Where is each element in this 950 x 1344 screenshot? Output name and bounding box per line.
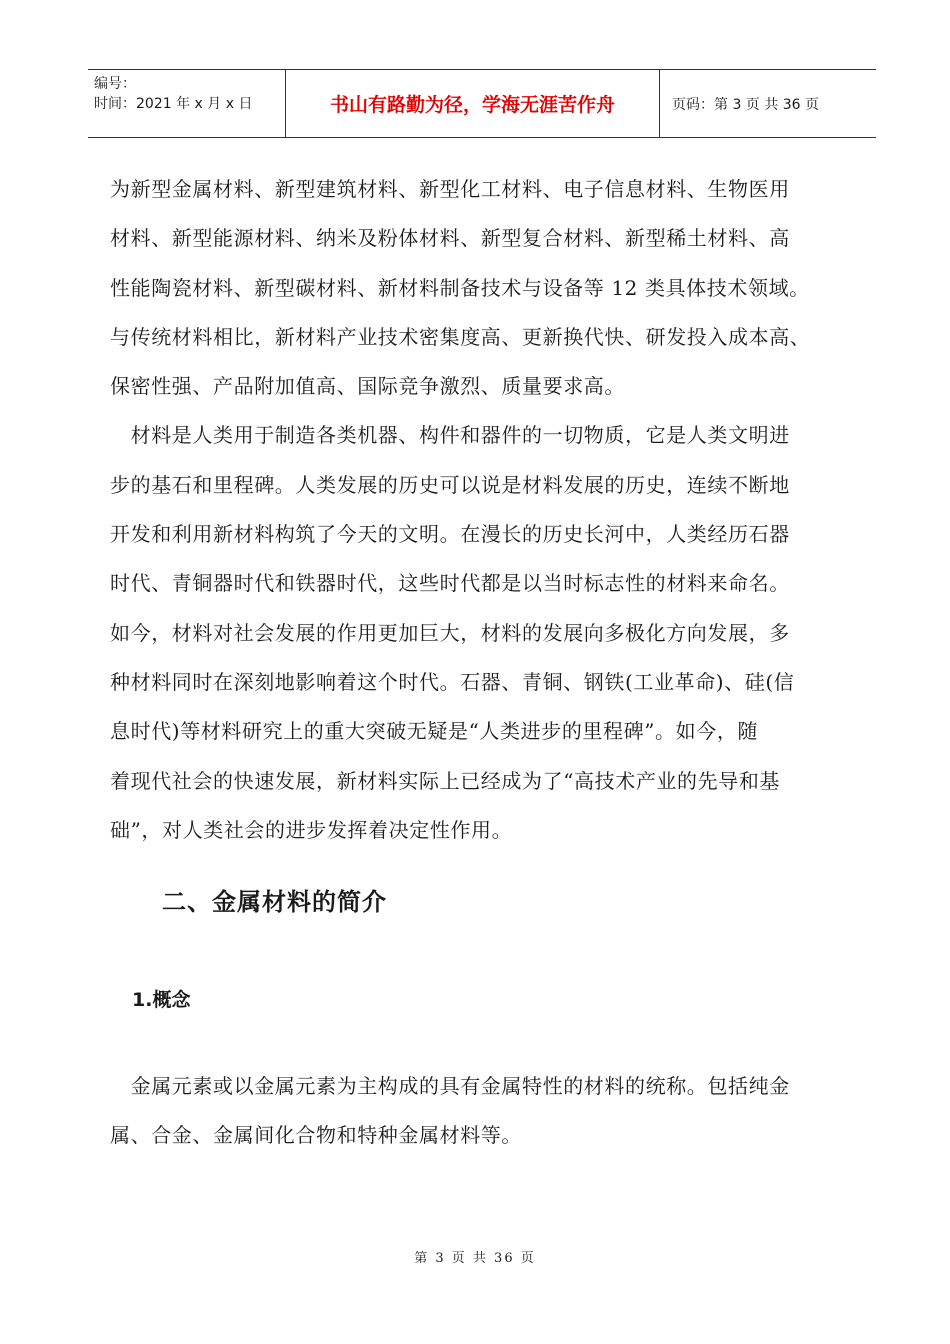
text-line: 步的基石和里程碑。人类发展的历史可以说是材料发展的历史，连续不断地 (110, 472, 790, 497)
text-line: 着现代社会的快速发展，新材料实际上已经成为了“高技术产业的先导和基 (110, 768, 781, 793)
text-line: 如今，材料对社会发展的作用更加巨大，材料的发展向多极化方向发展，多 (110, 620, 790, 645)
text-line: 为新型金属材料、新型建筑材料、新型化工材料、电子信息材料、生物医用 (110, 177, 790, 201)
subsection-heading: 1.概念 (132, 989, 191, 1011)
header-page-info: 页码：第 3 页 共 36 页 (672, 96, 819, 113)
header-time-label: 时间：2021 年 x 月 x 日 (94, 96, 253, 112)
header-number-label: 编号： (94, 76, 136, 92)
text-line: 种材料同时在深刻地影响着这个时代。石器、青铜、钢铁(工业革命)、硅(信 (110, 669, 795, 694)
text-line: 性能陶瓷材料、新型碳材料、新材料制备技术与设备等 12 类具体技术领域。 (110, 275, 810, 300)
text-line: 开发和利用新材料构筑了今天的文明。在漫长的历史长河中，人类经历石器 (110, 522, 790, 547)
text-line: 属、合金、金属间化合物和特种金属材料等。 (110, 1123, 522, 1148)
body-paragraphs (110, 165, 865, 855)
text-line: 金属元素或以金属元素为主构成的具有金属特性的材料的统称。包括纯金 (110, 1074, 790, 1098)
concept-paragraph (110, 1062, 865, 1161)
page-footer: 第 3 页 共 36 页 (414, 1251, 536, 1266)
header-motto: 书山有路勤为径，学海无涯苦作舟 (286, 70, 660, 137)
text-line: 息时代)等材料研究上的重大突破无疑是“人类进步的里程碑”。如今，随 (110, 719, 759, 744)
text-line: 保密性强、产品附加值高、国际竞争激烈、质量要求高。 (110, 374, 625, 399)
text-line: 材料、新型能源材料、纳米及粉体材料、新型复合材料、新型稀土材料、高 (110, 226, 790, 251)
text-line: 础”，对人类社会的进步发挥着决定性作用。 (110, 817, 513, 842)
text-line: 材料是人类用于制造各类机器、构件和器件的一切物质，它是人类文明进 (110, 423, 790, 448)
text-line: 时代、青铜器时代和铁器时代，这些时代都是以当时标志性的材料来命名。 (110, 571, 790, 596)
text-line: 与传统材料相比，新材料产业技术密集度高、更新换代快、研发投入成本高、 (110, 324, 811, 349)
header-meta (88, 70, 286, 137)
page-header (88, 69, 876, 138)
section-heading: 二、金属材料的简介 (162, 888, 387, 916)
